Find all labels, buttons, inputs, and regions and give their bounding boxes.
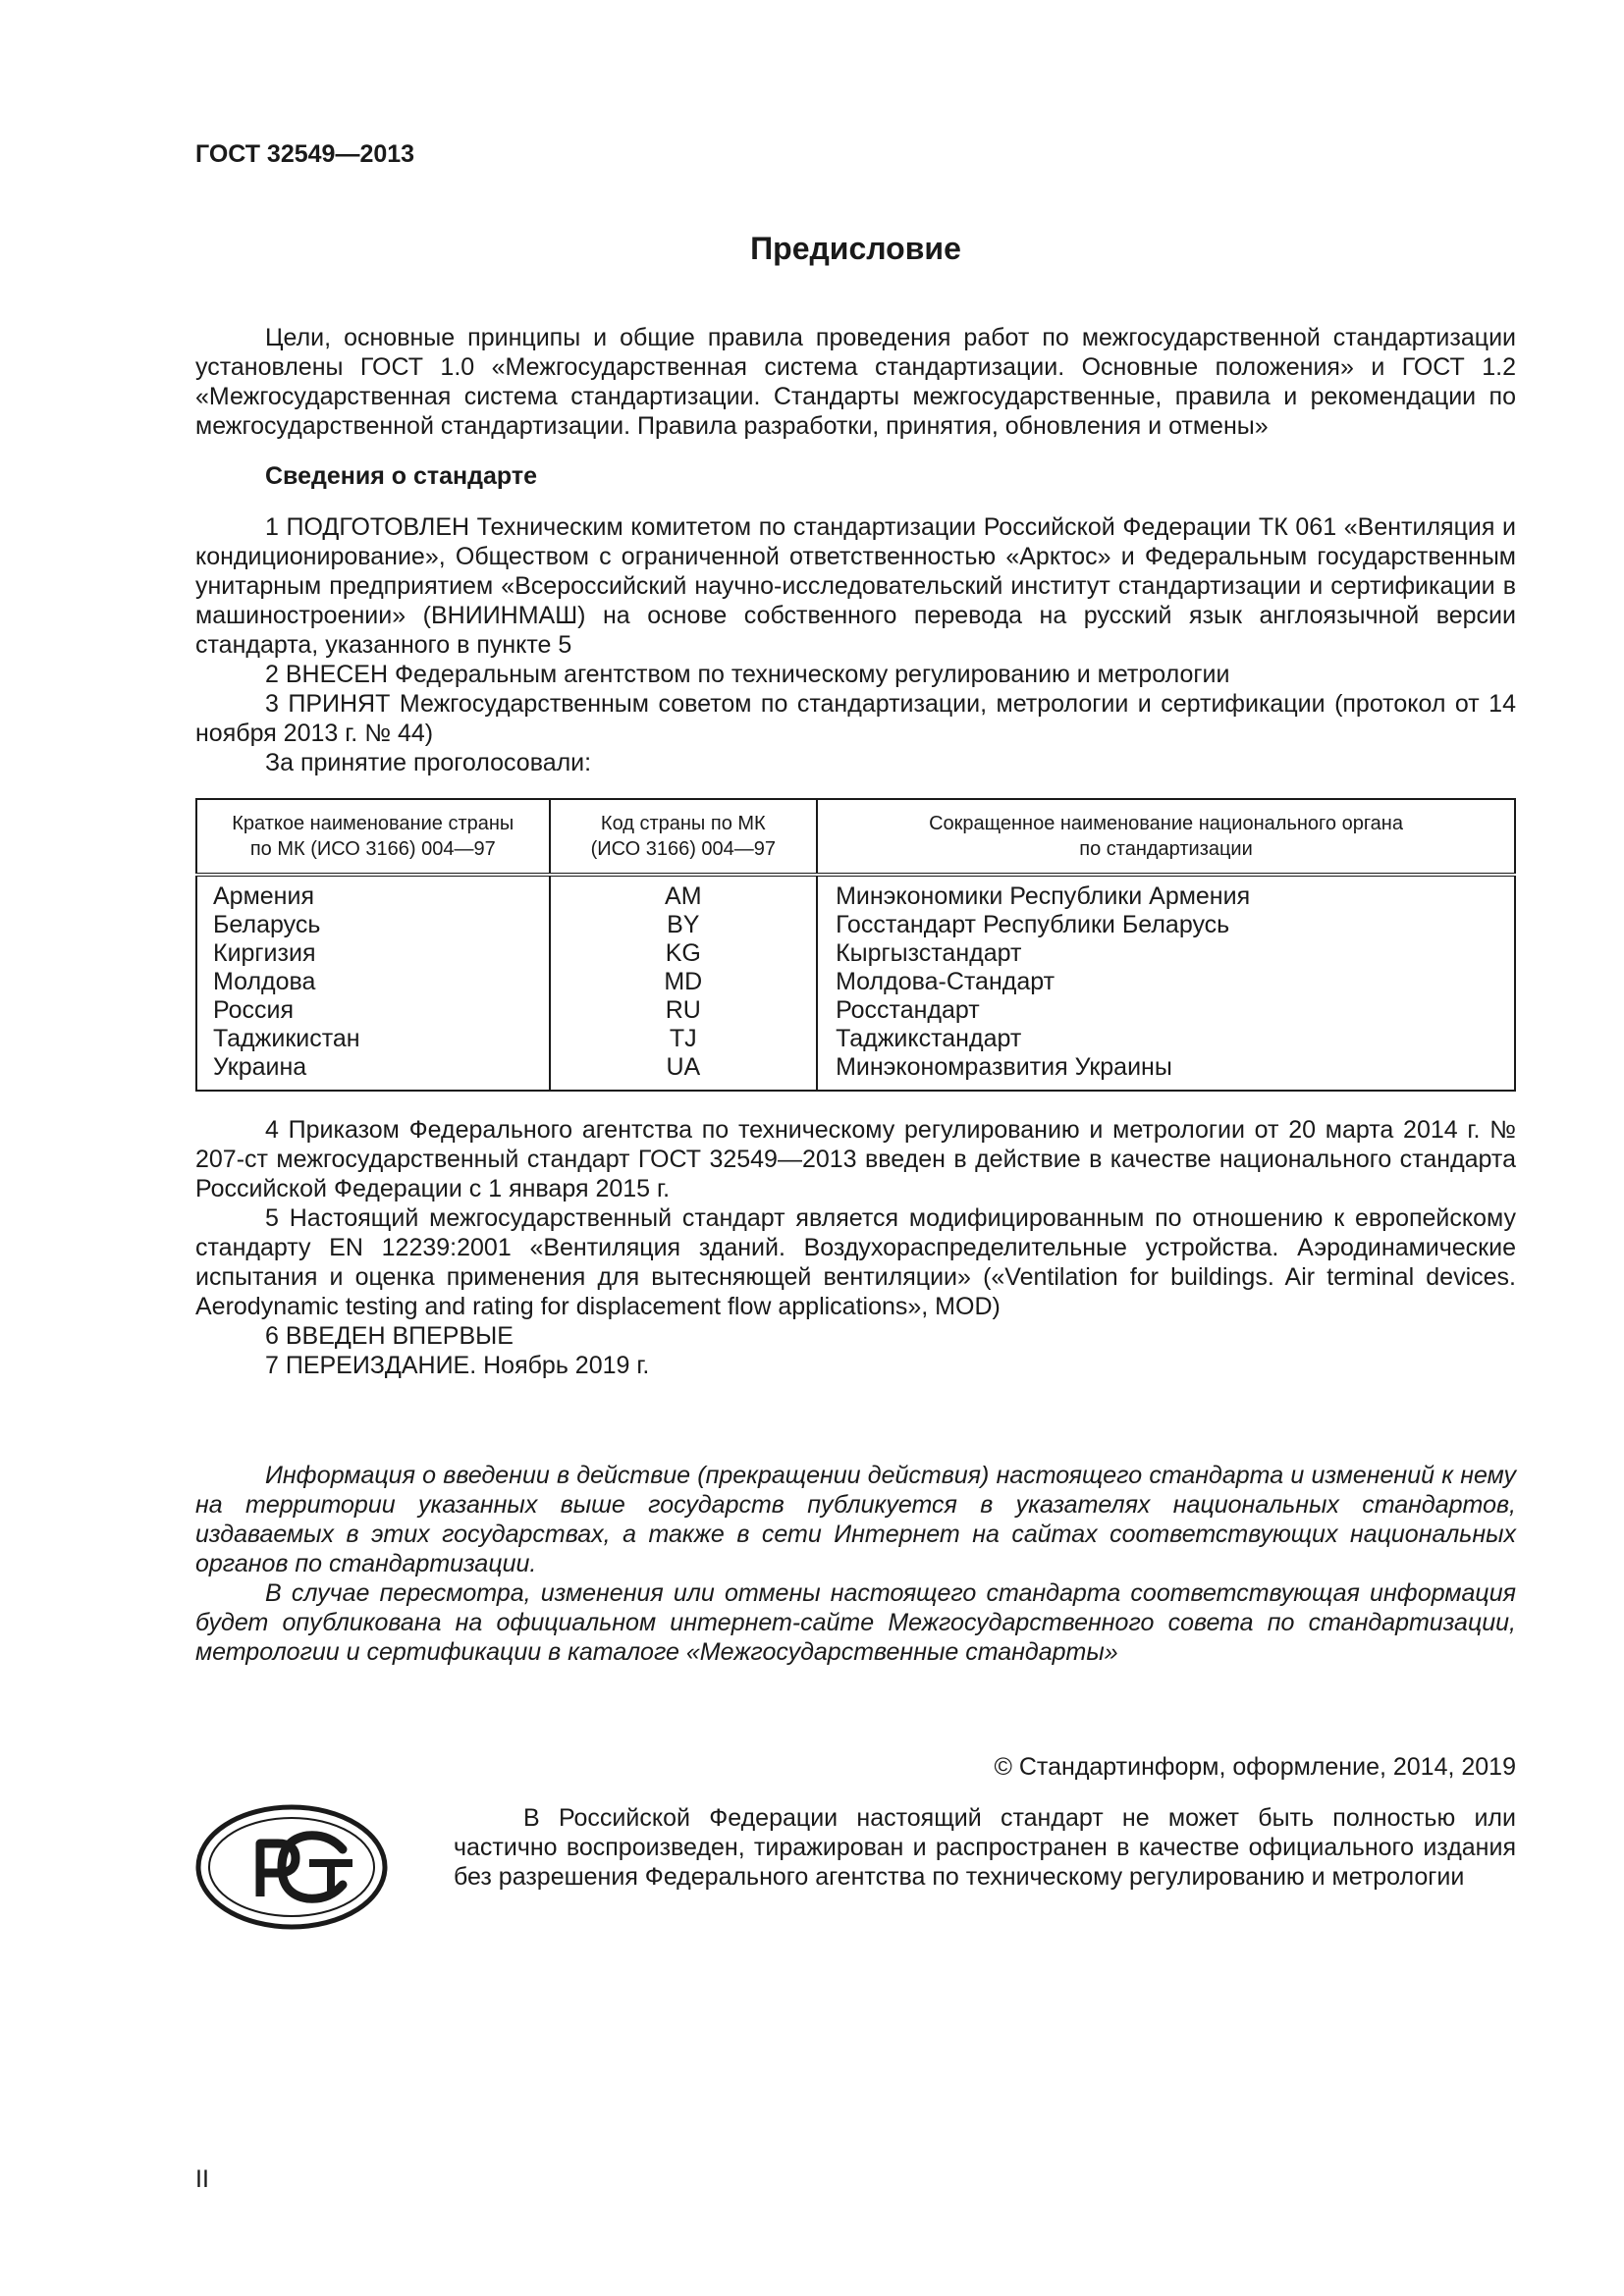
header-country-line-1: Краткое наименование страны	[232, 813, 514, 834]
country-cell: Украина	[196, 1053, 550, 1091]
info-item-7: 7 ПЕРЕИЗДАНИЕ. Ноябрь 2019 г.	[265, 1352, 650, 1379]
code-cell: RU	[550, 996, 818, 1025]
table-row	[196, 875, 1515, 911]
rst-certification-mark-icon	[195, 1804, 388, 1930]
info-item-6: 6 ВВЕДЕН ВПЕРВЫЕ	[265, 1322, 514, 1350]
table-row	[196, 939, 1515, 968]
header-code-line-1: Код страны по МК	[600, 813, 766, 834]
code-cell: KG	[550, 939, 818, 968]
vote-label: За принятие проголосовали:	[265, 749, 592, 776]
info-notice: Информация о введении в действие (прекращении действия) настоящего стандарта и изменений к нему на территории указанных выше государств публикуется в указателях национальных стандартов, издаваемых в этих государствах, а также в сети Интернет на сайтах соответствующих национальных органов по стандартизации.	[195, 1462, 1516, 1577]
header-code-line-2: (ИСО 3166) 004—97	[590, 838, 777, 860]
standard-info-list	[195, 512, 1516, 777]
info-item-1: 1 ПОДГОТОВЛЕН Техническим комитетом по стандартизации Российской Федерации ТК 061 «Вентиляция и кондиционирование», Обществом с ограниченной ответственностью «Арктос» и Федеральным государственным унитарным предприятием «Всероссийский научно-исследовательский институт стандартизации и сертификации в машиностроении» (ВНИИНМАШ) на основе собственного перевода на русский язык англоязычной версии стандарта, указанного в пункте 5	[195, 513, 1516, 659]
code-cell: BY	[550, 911, 818, 939]
body-cell: Росстандарт	[836, 996, 980, 1024]
table-header-country	[196, 799, 550, 875]
italic-notice-block	[195, 1461, 1516, 1667]
body-cell: Госстандарт Республики Беларусь	[836, 911, 1230, 938]
document-page	[195, 137, 1516, 1950]
country-cell: Молдова	[196, 968, 550, 996]
page-title: Предисловие	[750, 231, 961, 266]
table-row	[196, 1053, 1515, 1091]
body-cell: Кыргызстандарт	[836, 939, 1022, 967]
info-item-5: 5 Настоящий межгосударственный стандарт является модифицированным по отношению к европейскому стандарту EN 12239:2001 «Вентиляция зданий. Воздухораспределительные устройства. Аэродинамические испытания и оценка применения для вытесняющей вентиляции» («Ventilation for buildings. Air terminal devices. Aerodynamic testing and rating for displacement flow applications», MOD)	[195, 1204, 1516, 1320]
info-item-2: 2 ВНЕСЕН Федеральным агентством по техническому регулированию и метрологии	[265, 661, 1230, 688]
table-header-body	[817, 799, 1515, 875]
header-body-line-2: по стандартизации	[1079, 838, 1253, 860]
table-row	[196, 1025, 1515, 1053]
country-cell: Киргизия	[196, 939, 550, 968]
body-cell: Минэкономразвития Украины	[836, 1053, 1172, 1081]
section-subheading: Сведения о стандарте	[265, 462, 538, 490]
country-cell: Таджикистан	[196, 1025, 550, 1053]
intro-paragraph: Цели, основные принципы и общие правила проведения работ по межгосударственной стандартизации установлены ГОСТ 1.0 «Межгосударственная система стандартизации. Основные положения» и ГОСТ 1.2 «Межгосударственная система стандартизации. Стандарты межгосударственные, правила и рекомендации по межгосударственной стандартизации. Правила разработки, принятия, обновления и отмены»	[195, 324, 1516, 440]
body-cell: Молдова-Стандарт	[836, 968, 1056, 995]
table-row	[196, 968, 1515, 996]
country-cell: Россия	[196, 996, 550, 1025]
table-row	[196, 911, 1515, 939]
copyright-line: © Стандартинформ, оформление, 2014, 2019	[994, 1753, 1516, 1781]
header-body-line-1: Сокращенное наименование национального органа	[929, 813, 1403, 834]
voting-countries-table	[195, 798, 1516, 1092]
copyright-restriction-notice: В Российской Федерации настоящий стандарт не может быть полностью или частично воспроизведен, тиражирован и распространен в качестве официального издания без разрешения Федерального агентства по техническому регулированию и метрологии	[454, 1804, 1516, 1891]
header-country-line-2: по МК (ИСО 3166) 004—97	[249, 838, 496, 860]
info-item-3: 3 ПРИНЯТ Межгосударственным советом по стандартизации, метрологии и сертификации (протокол от 14 ноября 2013 г. № 44)	[195, 690, 1516, 747]
footer	[195, 1803, 1516, 1950]
page-number: II	[195, 2165, 209, 2193]
code-cell: AM	[550, 875, 818, 911]
code-cell: MD	[550, 968, 818, 996]
standard-id: ГОСТ 32549—2013	[195, 140, 415, 168]
body-cell: Минэкономики Республики Армения	[836, 882, 1251, 910]
country-cell: Беларусь	[196, 911, 550, 939]
table-header-code	[550, 799, 818, 875]
info-item-4: 4 Приказом Федерального агентства по техническому регулированию и метрологии от 20 марта 2014 г. № 207-ст межгосударственный стандарт ГОСТ 32549—2013 введен в действие в качестве национального стандарта Российской Федерации с 1 января 2015 г.	[195, 1116, 1516, 1202]
table-row	[196, 996, 1515, 1025]
code-cell: TJ	[550, 1025, 818, 1053]
standard-info-list-continued	[195, 1115, 1516, 1380]
code-cell: UA	[550, 1053, 818, 1091]
body-cell: Таджикстандарт	[836, 1025, 1022, 1052]
table-header-row	[196, 799, 1515, 875]
revision-notice: В случае пересмотра, изменения или отмены настоящего стандарта соответствующая информация будет опубликована на официальном интернет-сайте Межгосударственного совета по стандартизации, метрологии и сертификации в каталоге «Межгосударственные стандарты»	[195, 1579, 1516, 1666]
country-cell: Армения	[196, 875, 550, 911]
